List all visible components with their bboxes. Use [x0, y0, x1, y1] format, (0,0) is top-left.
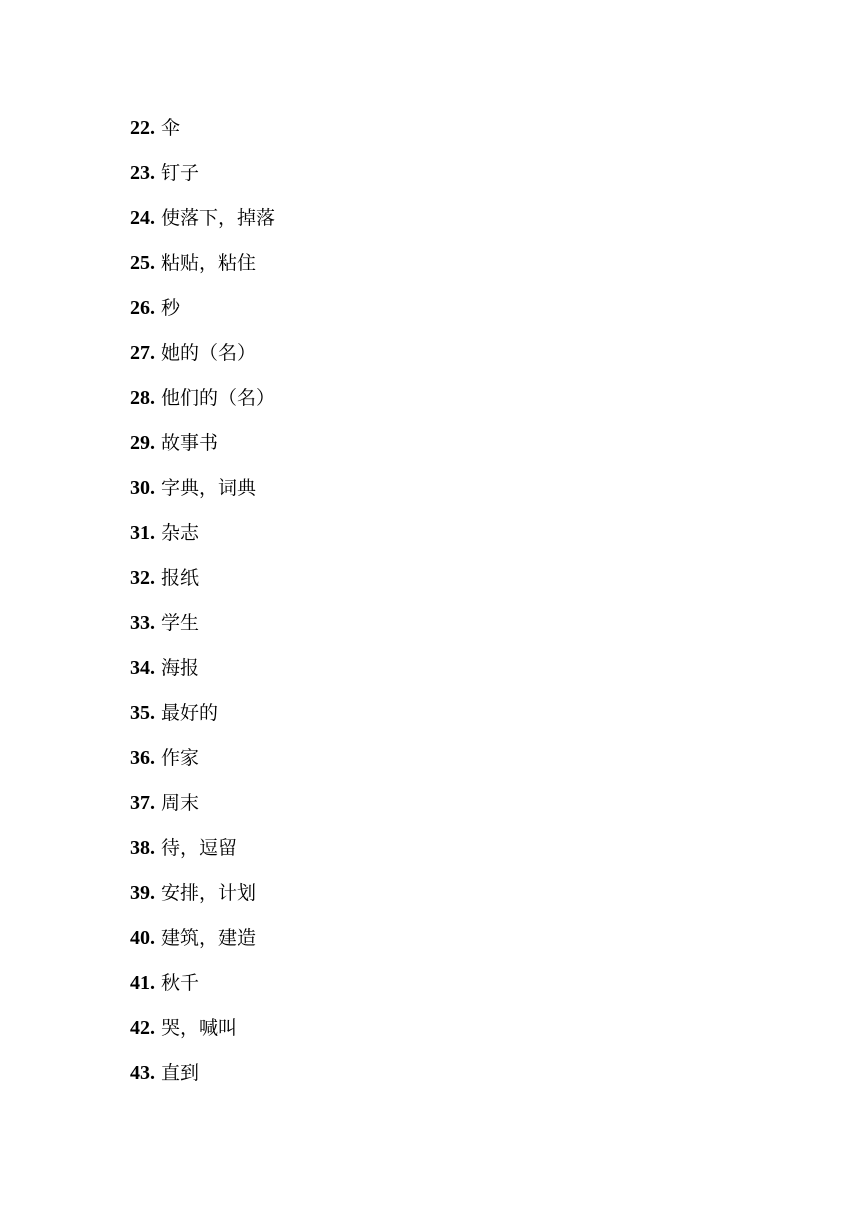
list-item: [130, 607, 275, 652]
item-text: 她的（名）: [161, 342, 257, 364]
item-number: 38.: [130, 837, 155, 859]
vocabulary-list: [130, 112, 275, 1102]
item-number: 39.: [130, 882, 155, 904]
list-item: [130, 427, 275, 472]
item-number: 35.: [130, 702, 155, 724]
list-item: [130, 517, 275, 562]
item-text: 故事书: [161, 432, 219, 454]
list-item: [130, 382, 275, 427]
item-text: 学生: [161, 612, 200, 634]
item-text: 秒: [161, 297, 181, 319]
item-number: 32.: [130, 567, 155, 589]
item-text: 待，逗留: [161, 837, 238, 859]
item-text: 哭，喊叫: [161, 1017, 238, 1039]
item-text: 周末: [161, 792, 200, 814]
list-item: [130, 292, 275, 337]
item-text: 字典，词典: [161, 477, 257, 499]
list-item: [130, 922, 275, 967]
item-text: 粘贴，粘住: [161, 252, 257, 274]
item-number: 36.: [130, 747, 155, 769]
item-number: 31.: [130, 522, 155, 544]
item-number: 26.: [130, 297, 155, 319]
item-text: 秋千: [161, 972, 200, 994]
list-item: [130, 1012, 275, 1057]
item-number: 25.: [130, 252, 155, 274]
item-text: 直到: [161, 1062, 200, 1084]
item-number: 22.: [130, 117, 155, 139]
item-number: 30.: [130, 477, 155, 499]
item-number: 28.: [130, 387, 155, 409]
item-text: 使落下，掉落: [161, 207, 276, 229]
item-number: 34.: [130, 657, 155, 679]
item-text: 建筑，建造: [161, 927, 257, 949]
list-item: [130, 157, 275, 202]
item-number: 23.: [130, 162, 155, 184]
item-number: 29.: [130, 432, 155, 454]
item-text: 钉子: [161, 162, 200, 184]
list-item: [130, 202, 275, 247]
item-text: 作家: [161, 747, 200, 769]
list-item: [130, 697, 275, 742]
list-item: [130, 1057, 275, 1102]
item-text: 安排，计划: [161, 882, 257, 904]
list-item: [130, 742, 275, 787]
item-number: 27.: [130, 342, 155, 364]
item-number: 41.: [130, 972, 155, 994]
item-text: 海报: [161, 657, 200, 679]
list-item: [130, 337, 275, 382]
item-number: 24.: [130, 207, 155, 229]
item-number: 40.: [130, 927, 155, 949]
item-text: 报纸: [161, 567, 200, 589]
item-number: 33.: [130, 612, 155, 634]
item-text: 伞: [161, 117, 181, 139]
list-item: [130, 877, 275, 922]
list-item: [130, 112, 275, 157]
list-item: [130, 787, 275, 832]
list-item: [130, 247, 275, 292]
item-number: 43.: [130, 1062, 155, 1084]
item-number: 37.: [130, 792, 155, 814]
item-number: 42.: [130, 1017, 155, 1039]
list-item: [130, 832, 275, 877]
list-item: [130, 472, 275, 517]
item-text: 最好的: [161, 702, 219, 724]
item-text: 杂志: [161, 522, 200, 544]
item-text: 他们的（名）: [161, 387, 276, 409]
list-item: [130, 562, 275, 607]
list-item: [130, 652, 275, 697]
list-item: [130, 967, 275, 1012]
